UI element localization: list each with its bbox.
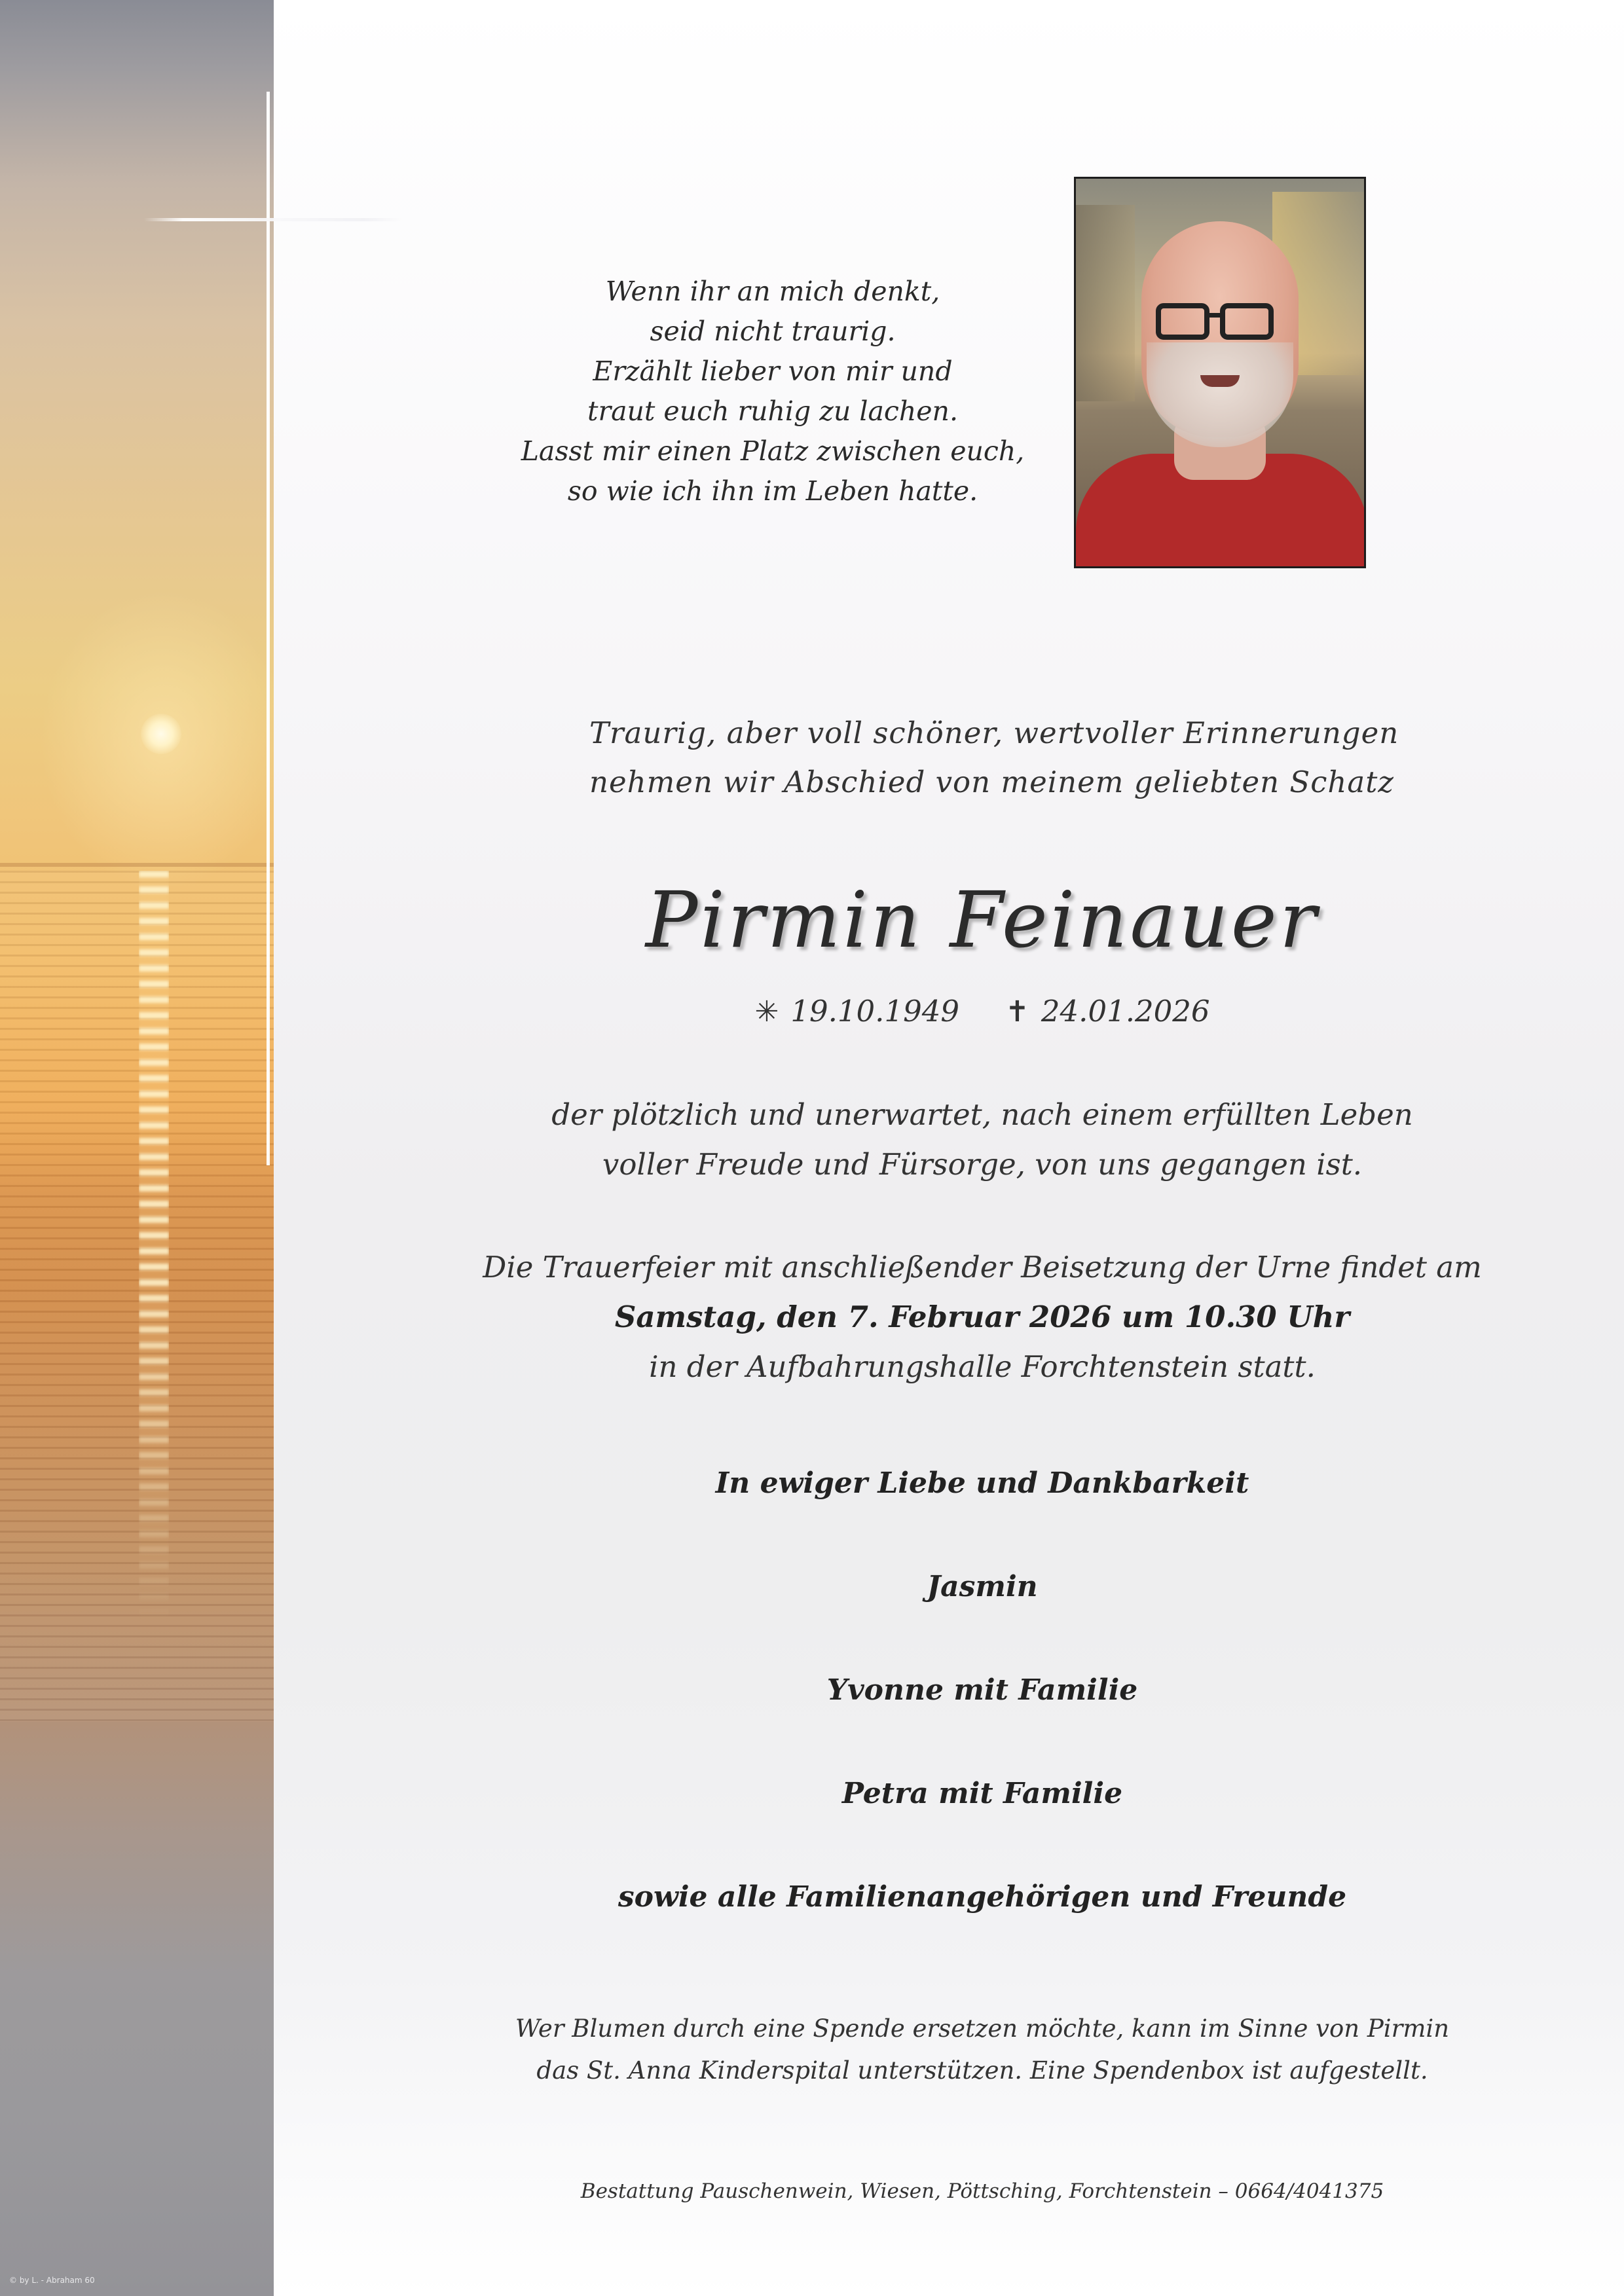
poem bbox=[511, 272, 1035, 511]
intro-text bbox=[589, 708, 1399, 807]
deceased-name: Pirmin Feinauer bbox=[645, 875, 1320, 965]
glasses-icon bbox=[1156, 303, 1209, 340]
mouth bbox=[1200, 375, 1240, 387]
cross-vertical-beam bbox=[267, 92, 270, 1165]
photo-background bbox=[1076, 205, 1135, 401]
funeral-location: in der Aufbahrungshalle Forchtenstein statt. bbox=[649, 1349, 1316, 1384]
death-cross-icon: ✝ bbox=[1005, 995, 1029, 1029]
passing-line: voller Freude und Fürsorge, von uns gegangen ist. bbox=[602, 1147, 1363, 1182]
horizon-line bbox=[0, 863, 274, 867]
mourner-name: Yvonne mit Familie bbox=[826, 1673, 1138, 1707]
donation-line: Wer Blumen durch eine Spende ersetzen möchte, kann im Sinne von Pirmin bbox=[515, 2014, 1450, 2043]
sun bbox=[141, 714, 181, 754]
image-credit: © by L. - Abraham 60 bbox=[9, 2276, 95, 2285]
death-date: 24.01.2026 bbox=[1041, 994, 1210, 1029]
cross-horizontal-beam bbox=[144, 218, 403, 221]
poem-line: Erzählt lieber von mir und bbox=[593, 355, 953, 387]
birth-date: 19.10.1949 bbox=[790, 994, 959, 1029]
mourner-name: Jasmin bbox=[927, 1570, 1038, 1603]
passing-line: der plötzlich und unerwartet, nach einem erfüllten Leben bbox=[551, 1097, 1413, 1132]
mourner-name: sowie alle Familienangehörigen und Freunde bbox=[618, 1880, 1347, 1914]
sunset-image-strip bbox=[0, 0, 274, 2296]
life-dates bbox=[589, 989, 1375, 1035]
poem-line: seid nicht traurig. bbox=[650, 316, 896, 347]
funeral-home-footer: Bestattung Pauschenwein, Wiesen, Pöttsching, Forchtenstein – 0664/4041375 bbox=[580, 2179, 1384, 2203]
portrait-photo bbox=[1074, 177, 1366, 568]
poem-line: Lasst mir einen Platz zwischen euch, bbox=[521, 435, 1025, 467]
sun-reflection bbox=[139, 871, 169, 1624]
funeral-details bbox=[458, 1243, 1506, 1392]
intro-line: Traurig, aber voll schöner, wertvoller Erinnerungen bbox=[589, 716, 1399, 750]
sea-waves bbox=[0, 871, 274, 1722]
donation-note bbox=[491, 2008, 1473, 2092]
closing-phrase: In ewiger Liebe und Dankbarkeit bbox=[715, 1467, 1249, 1500]
poem-line: so wie ich ihn im Leben hatte. bbox=[567, 475, 978, 507]
funeral-date-time: Samstag, den 7. Februar 2026 um 10.30 Uhr bbox=[614, 1300, 1350, 1334]
intro-line: nehmen wir Abschied von meinem geliebten Schatz bbox=[589, 765, 1394, 799]
mourner-name: Petra mit Familie bbox=[841, 1777, 1123, 1810]
birth-star-icon: ✳ bbox=[754, 995, 779, 1029]
poem-line: traut euch ruhig zu lachen. bbox=[587, 395, 958, 427]
glasses-bridge bbox=[1207, 313, 1223, 318]
passing-text bbox=[524, 1090, 1441, 1190]
glasses-icon bbox=[1220, 303, 1274, 340]
funeral-line: Die Trauerfeier mit anschließender Beisetzung der Urne findet am bbox=[483, 1250, 1482, 1285]
beard bbox=[1147, 342, 1293, 447]
donation-line: das St. Anna Kinderspital unterstützen. Eine Spendenbox ist aufgestellt. bbox=[536, 2056, 1428, 2085]
poem-line: Wenn ihr an mich denkt, bbox=[605, 276, 940, 307]
